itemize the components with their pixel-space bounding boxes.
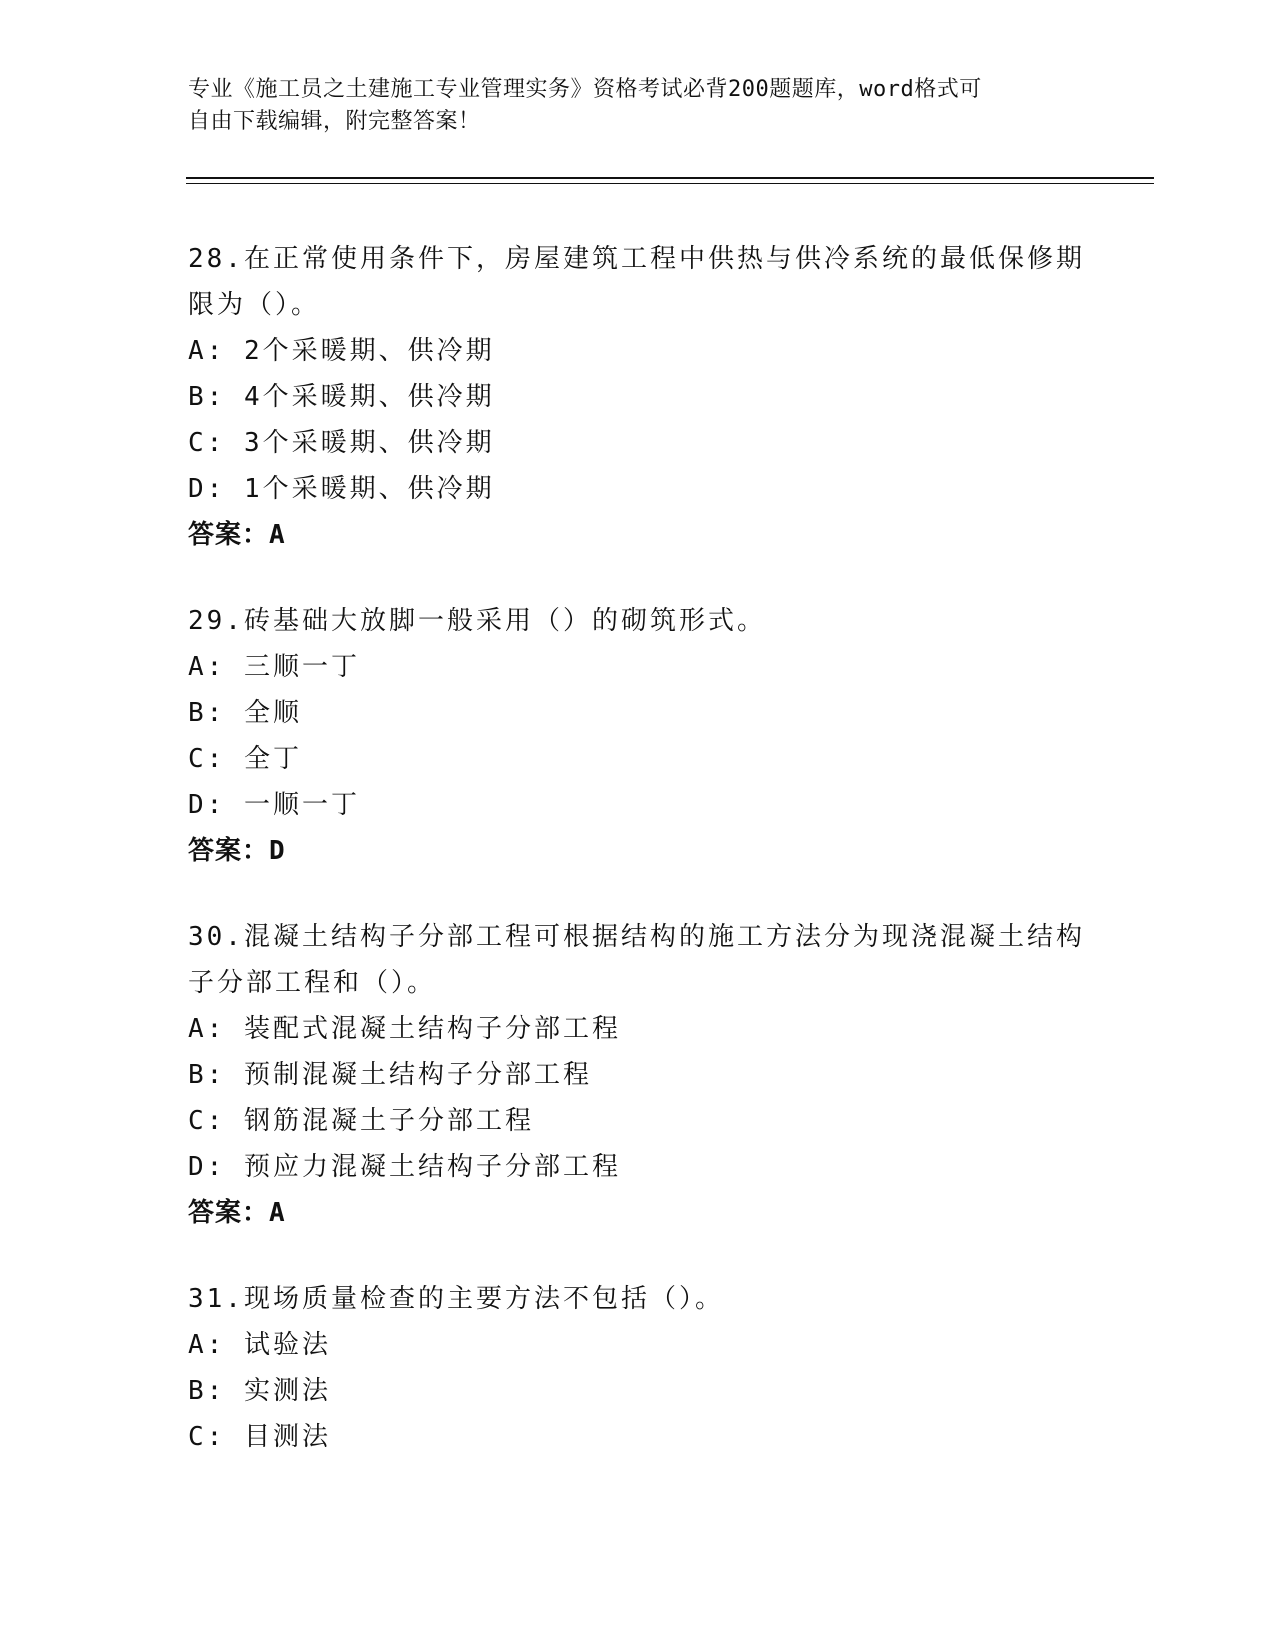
option-a: A: 2个采暖期、供冷期 xyxy=(188,336,495,366)
option-b: B: 全顺 xyxy=(188,698,302,728)
answer-label: 答案：D xyxy=(188,836,286,866)
option-b: B: 4个采暖期、供冷期 xyxy=(188,382,495,412)
option-c: C: 全丁 xyxy=(188,744,302,774)
option-b: B: 实测法 xyxy=(188,1376,331,1406)
question-31 xyxy=(188,1276,1088,1460)
question-29 xyxy=(188,598,1088,874)
question-stem-line-1: 28.在正常使用条件下，房屋建筑工程中供热与供冷系统的最低保修期 xyxy=(188,244,1085,274)
option-a: A: 试验法 xyxy=(188,1330,331,1360)
header-divider-thick xyxy=(186,177,1154,179)
option-a: A: 三顺一丁 xyxy=(188,652,360,682)
option-d: D: 预应力混凝土结构子分部工程 xyxy=(188,1152,621,1182)
answer-label: 答案：A xyxy=(188,1198,286,1228)
answer-label: 答案：A xyxy=(188,520,286,550)
question-stem xyxy=(188,236,1088,328)
option-b: B: 预制混凝土结构子分部工程 xyxy=(188,1060,592,1090)
document-header xyxy=(188,74,1068,138)
question-stem-line-1: 30.混凝土结构子分部工程可根据结构的施工方法分为现浇混凝土结构 xyxy=(188,922,1085,952)
option-c: C: 目测法 xyxy=(188,1422,331,1452)
question-stem-line-1: 31.现场质量检查的主要方法不包括（）。 xyxy=(188,1284,724,1314)
question-stem-line-2: 限为（）。 xyxy=(188,290,321,320)
header-line-2: 自由下载编辑，附完整答案！ xyxy=(188,109,481,134)
option-a: A: 装配式混凝土结构子分部工程 xyxy=(188,1014,621,1044)
question-30 xyxy=(188,914,1088,1236)
question-list xyxy=(188,236,1088,1500)
question-stem-line-2: 子分部工程和（）。 xyxy=(188,968,437,998)
header-line-1: 专业《施工员之土建施工专业管理实务》资格考试必背200题题库，word格式可 xyxy=(188,77,982,102)
header-divider-thin xyxy=(186,183,1154,184)
question-stem xyxy=(188,598,1088,644)
question-stem xyxy=(188,1276,1088,1322)
question-stem-line-1: 29.砖基础大放脚一般采用（）的砌筑形式。 xyxy=(188,606,766,636)
question-28 xyxy=(188,236,1088,558)
option-c: C: 钢筋混凝土子分部工程 xyxy=(188,1106,534,1136)
option-d: D: 1个采暖期、供冷期 xyxy=(188,474,495,504)
option-d: D: 一顺一丁 xyxy=(188,790,360,820)
option-c: C: 3个采暖期、供冷期 xyxy=(188,428,495,458)
question-stem xyxy=(188,914,1088,1006)
